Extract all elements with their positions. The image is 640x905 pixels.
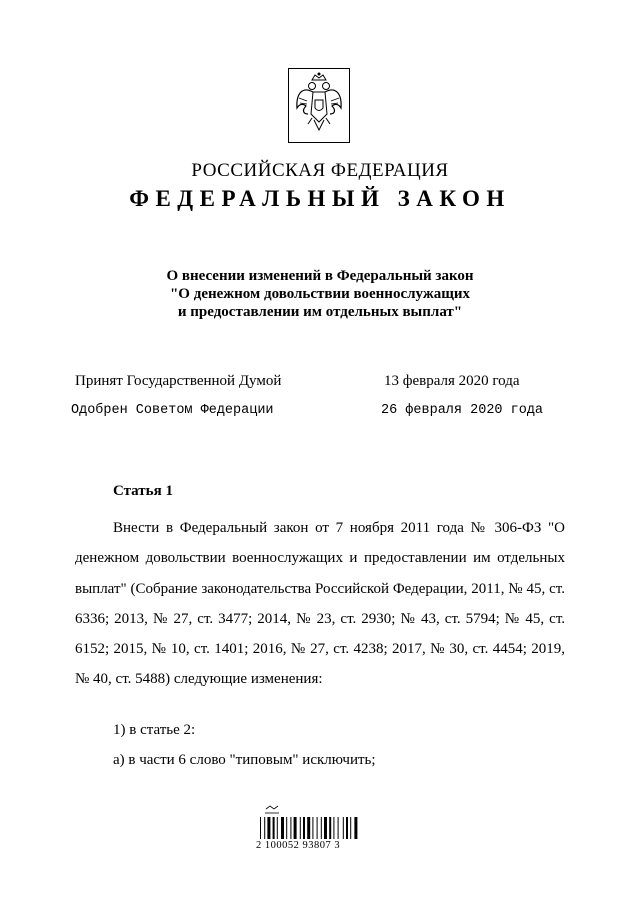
- article-item: 1) в статье 2:: [113, 722, 196, 738]
- article-body: [75, 513, 565, 695]
- barcode-bar: [267, 817, 270, 839]
- council-approval-label: Одобрен Советом Федерации: [71, 403, 274, 418]
- barcode-bar: [312, 817, 313, 839]
- coat-of-arms-emblem-icon: [288, 68, 350, 143]
- barcode-bar: [281, 817, 284, 839]
- barcode-bar: [350, 817, 351, 839]
- article-heading: Статья 1: [113, 483, 173, 499]
- barcode-bar: [286, 817, 287, 839]
- law-title-line: "О денежном довольствии военнослужащих: [169, 286, 470, 302]
- barcode-bar: [321, 817, 322, 839]
- barcode-bar: [307, 817, 310, 839]
- barcode-bar: [333, 817, 334, 839]
- barcode-bar: [338, 817, 339, 839]
- barcode-bar: [300, 817, 301, 839]
- barcode-bar: [329, 817, 331, 839]
- barcode-bar: [294, 817, 297, 839]
- law-title-line: О внесении изменений в Федеральный закон: [166, 268, 474, 284]
- law-title-line: и предоставлении им отдельных выплат": [177, 304, 463, 320]
- duma-adoption-date: 13 февраля 2020 года: [384, 373, 520, 389]
- barcode-bar: [317, 817, 318, 839]
- barcode-bar: [346, 817, 348, 839]
- document-type: ФЕДЕРАЛЬНЫЙ ЗАКОН: [129, 186, 511, 211]
- duma-adoption-label: Принят Государственной Думой: [75, 373, 282, 389]
- country-name: РОССИЙСКАЯ ФЕДЕРАЦИЯ: [191, 160, 449, 181]
- article-subitem: а) в части 6 слово "типовым" исключить;: [113, 752, 376, 768]
- barcode-bar: [264, 817, 265, 839]
- barcode-bar: [290, 817, 291, 839]
- barcode-bar: [354, 817, 357, 839]
- article-paragraph: Внести в Федеральный закон от 7 ноября 2011 года № 306-ФЗ "О денежном довольствии военнослужащих и предоставлении им отдельных выплат" (Собрание законодательства Российской Федерации, 2011, № 45, ст. 6336; 2013, № 27, ст. 3477; 2014, № 23, ст. 2930; № 43, ст. 5794; № 45, ст. 6152; 2015, № 10, ст. 1401; 2016, № 27, ст. 4238; 2017, № 30, ст. 4454; 2019, № 40, ст. 5488) следующие изменения:: [75, 520, 565, 688]
- barcode-bar: [273, 817, 275, 839]
- barcode-bar: [277, 817, 278, 839]
- council-approval-date: 26 февраля 2020 года: [381, 403, 544, 418]
- barcode-bar: [303, 817, 305, 839]
- barcode-bar: [343, 817, 344, 839]
- barcode-bar: [260, 817, 261, 839]
- law-title: [0, 267, 640, 321]
- barcode-bar: [324, 817, 327, 839]
- barcode-number: 2 100052 93807 3: [256, 840, 341, 851]
